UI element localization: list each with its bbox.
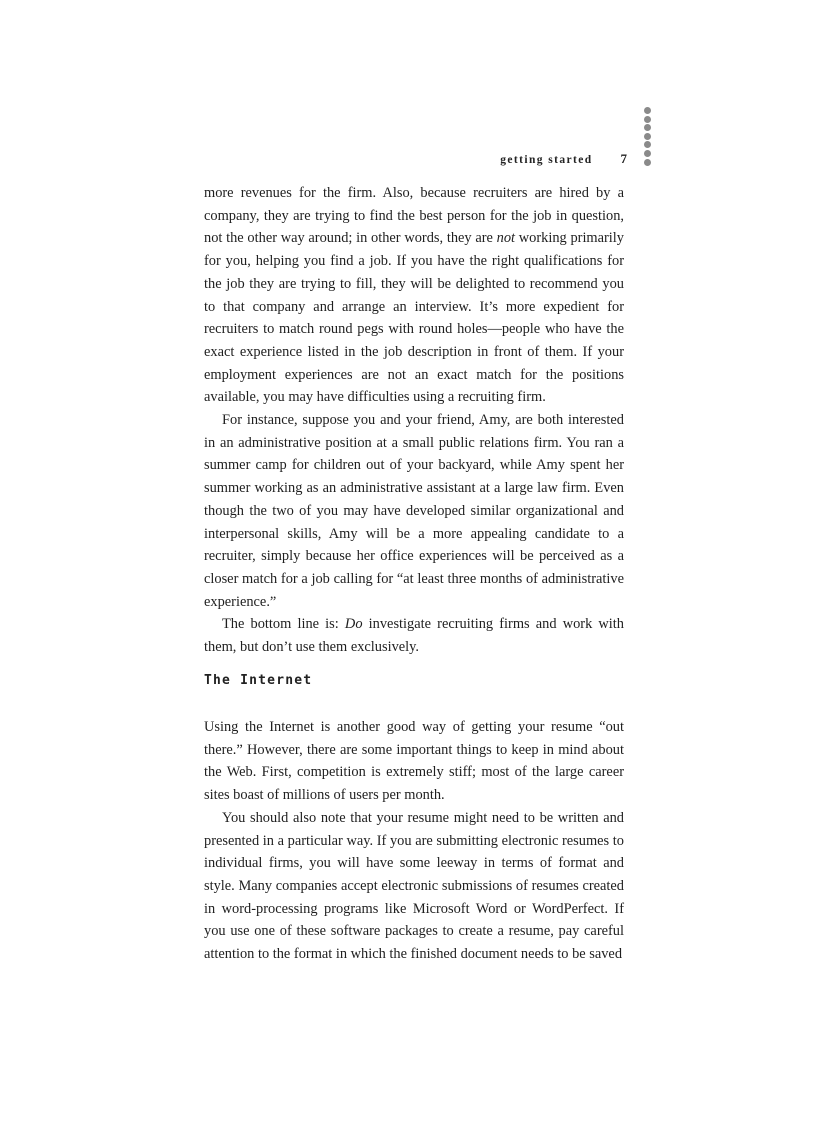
- paragraph: For instance, suppose you and your friend, Amy, are both interested in an administrative position at a small public relations firm. You ran a summer camp for children out of your backyard, while Amy spent her summer working as an administrative assistant at a large law firm. Even though the two of you may have developed similar organizational and interpersonal skills, Amy will be a more appealing candidate to a recruiter, simply because her office experiences will be perceived as a closer match for a job calling for “at least three months of administrative experience.”: [204, 412, 624, 610]
- dot-ornament: [644, 124, 651, 131]
- page-number: 7: [620, 151, 627, 166]
- dot-ornament: [644, 107, 651, 114]
- dot-ornament: [644, 159, 651, 166]
- dot-ornament: [644, 150, 651, 157]
- body-text-bottom: [204, 716, 624, 966]
- paragraph: The bottom line is: Do investigate recruiting firms and work with them, but don’t use them exclusively.: [204, 616, 624, 656]
- paragraph: You should also note that your resume might need to be written and presented in a particular way. If you are submitting electronic resumes to individual firms, you will have some leeway in terms of format and style. Many companies accept electronic submissions of resumes created in word-processing programs like Microsoft Word or WordPerfect. If you use one of these software packages to create a resume, pay careful attention to the format in which the finished document needs to be saved: [204, 809, 624, 963]
- paragraph: more revenues for the firm. Also, because recruiters are hired by a company, they are trying to find the best person for the job in question, not the other way around; in other words, they are not working primarily for you, helping you find a job. If you have the right qualifications for the job they are trying to fill, they will be delighted to recommend you to that company and arrange an interview. It’s more expedient for recruiters to match round pegs with round holes—people who have the exact experience listed in the job description in front of them. If your employment experiences are not an exact match for the positions available, you may have difficulties using a recruiting firm.: [204, 185, 625, 406]
- paragraph: Using the Internet is another good way of getting your resume “out there.” However, there are some important things to keep in mind about the Web. First, competition is extremely stiff; most of the large career sites boast of millions of users per month.: [204, 719, 624, 804]
- dot-ornament: [644, 141, 651, 148]
- dot-ornament: [644, 116, 651, 123]
- emphasis: not: [496, 230, 516, 247]
- chapter-title: getting started: [500, 154, 593, 166]
- decorative-dots: [644, 107, 653, 167]
- running-head: [200, 150, 627, 168]
- dot-ornament: [644, 133, 651, 140]
- emphasis: Do: [344, 616, 363, 633]
- body-text-top: [204, 182, 624, 659]
- section-heading: The Internet: [204, 673, 313, 688]
